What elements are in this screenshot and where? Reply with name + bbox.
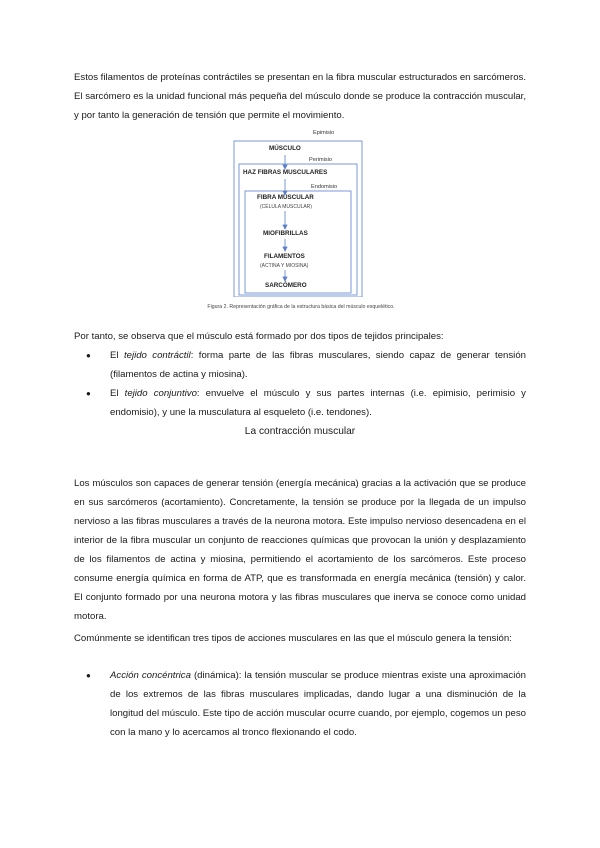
- endomisio-label: Endomisio: [311, 184, 338, 190]
- list-item-term: tejido contráctil: [123, 350, 191, 361]
- list-item: [74, 384, 526, 422]
- fibra-label: FIBRA MUSCULAR: [257, 194, 314, 201]
- sarcomero-label: SARCÓMERO: [265, 282, 307, 289]
- acciones-list: [74, 666, 526, 742]
- intro-paragraph: Estos filamentos de proteínas contráctiles se presentan en la fibra muscular estructurados en sarcómeros. El sarcómero es la unidad funcional más pequeña del músculo donde se produce la contracción muscular, y por tanto la generación de tensión que permite el movimiento.: [74, 72, 526, 121]
- section-heading: La contracción muscular: [244, 426, 356, 437]
- musculo-label: MÚSCULO: [269, 145, 301, 152]
- list-item: [74, 666, 526, 742]
- figure-caption: Figura 2. Representación gráfica de la estructura básica del músculo esquelético.: [207, 304, 395, 310]
- list-item-term: Acción concéntrica: [110, 670, 191, 681]
- list-item-text: : envuelve el músculo y sus partes internas (i.e. epimisio, perimisio y endomisio), y une la musculatura al esqueleto (i.e. tendones).: [110, 388, 526, 418]
- filamentos-sub-label: (ACTINA Y MIOSINA): [260, 263, 309, 269]
- list-item: [74, 346, 526, 384]
- tejidos-paragraph: Por tanto, se observa que el músculo está formado por dos tipos de tejidos principales:: [74, 331, 444, 342]
- perimisio-label: Perimisio: [309, 157, 333, 163]
- epimisio-label: Epimisio: [313, 130, 335, 136]
- tejidos-list: [74, 346, 526, 422]
- miofibrillas-label: MIOFIBRILLAS: [263, 230, 308, 237]
- haz-label: HAZ FIBRAS MUSCULARES: [243, 169, 328, 176]
- fibra-sub-label: (CÉLULA MUSCULAR): [260, 204, 312, 210]
- list-item-text: : forma parte de las fibras musculares, siendo capaz de generar tensión (filamentos de actina y miosina).: [110, 350, 526, 380]
- contraccion-paragraph: Los músculos son capaces de generar tensión (energía mecánica) gracias a la activación que se produce en sus sarcómeros (acortamiento). Concretamente, la tensión se produce por la llegada de un impulso nervioso a las fibras musculares a través de la neurona motora. Este impulso nervioso desencadena en el interior de la fibra muscular un conjunto de reacciones químicas que provocan la unión y desplazamiento de los filamentos de actina y miosina, permitiendo el acortamiento de los sarcómeros. Este proceso consume energía química en forma de ATP, que es transformada en energía mecánica (tensión) y calor. El conjunto formado por una neurona motora y las fibras musculares que inerva se conoce como unidad motora.: [74, 478, 526, 622]
- list-item-prefix: El: [110, 388, 125, 399]
- acciones-paragraph: Comúnmente se identifican tres tipos de acciones musculares en las que el músculo genera la tensión:: [74, 633, 512, 644]
- filamentos-label: FILAMENTOS: [264, 253, 305, 260]
- muscle-structure-figure: [233, 127, 363, 297]
- list-item-prefix: El: [110, 350, 124, 361]
- list-item-text: (dinámica): la tensión muscular se produce mientras existe una aproximación de los extremos de las fibras musculares implicadas, dando lugar a una disminución de la longitud del músculo. Este tipo de acción muscular ocurre cuando, por ejemplo, cogemos un peso con la mano y lo acercamos al tronco flexionando el codo.: [110, 670, 526, 738]
- list-item-term: tejido conjuntivo: [124, 388, 197, 399]
